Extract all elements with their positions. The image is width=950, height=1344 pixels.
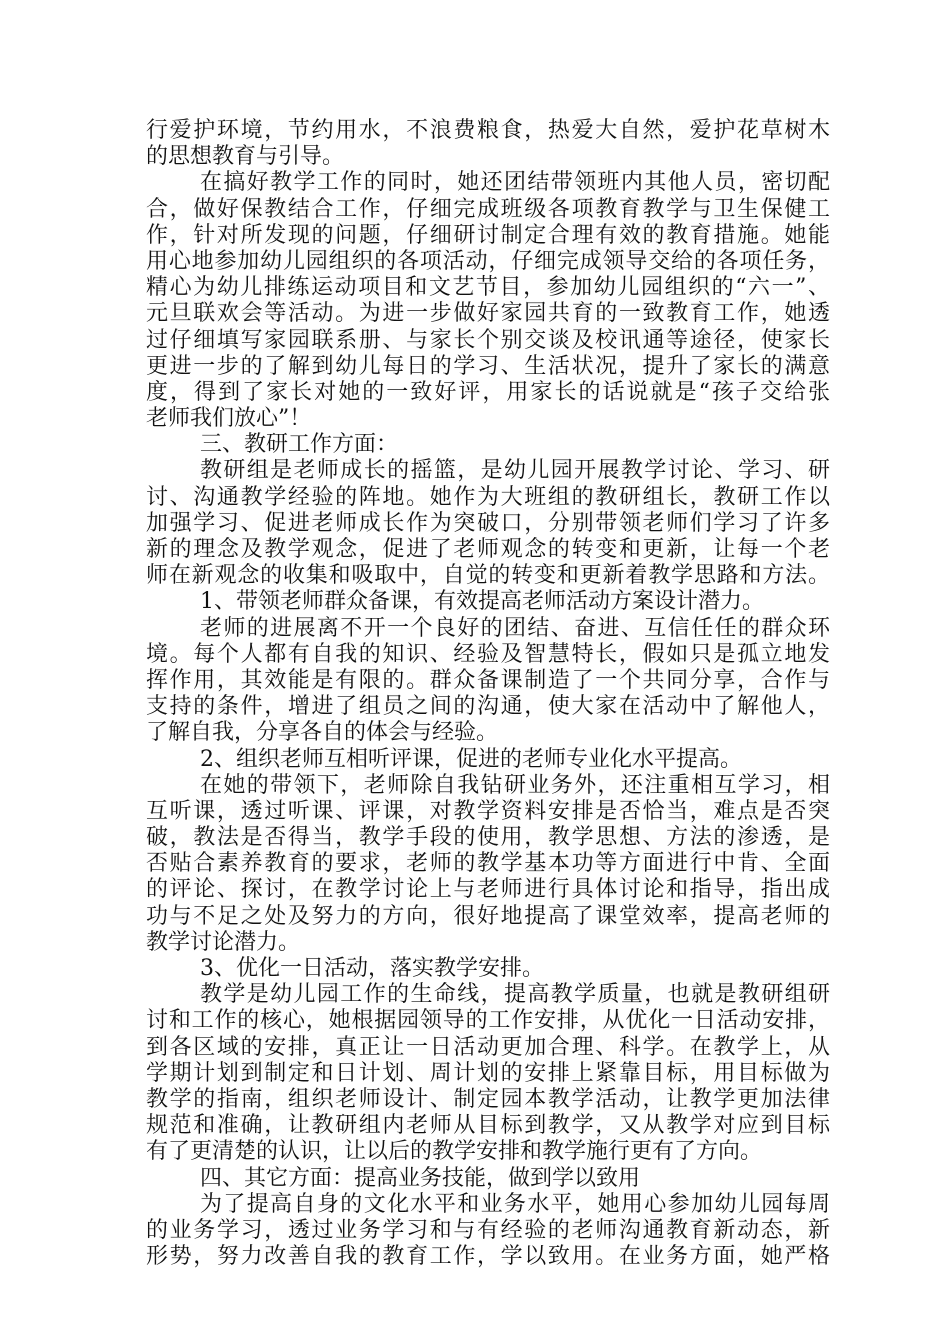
text-line: 的评论、探讨，在教学讨论上与老师进行具体讨论和指导，指出成 bbox=[146, 877, 830, 903]
text-line: 三、教研工作方面： bbox=[200, 432, 399, 458]
text-line: 形势，努力改善自我的教育工作，学以致用。在业务方面，她严格 bbox=[146, 1244, 830, 1270]
text-line: 功与不足之处及努力的方向，很好地提高了课堂效率，提高老师的 bbox=[146, 903, 830, 929]
text-line: 支持的条件，增进了组员之间的沟通，使大家在活动中了解他人， bbox=[146, 694, 830, 720]
text-line: 元旦联欢会等活动。为进一步做好家园共育的一致教育工作，她透 bbox=[146, 301, 830, 327]
text-line: 作，针对所发现的问题，仔细研讨制定合理有效的教育措施。她能 bbox=[146, 222, 830, 248]
text-line: 为了提高自身的文化水平和业务水平，她用心参加幼儿园每周 bbox=[200, 1191, 830, 1217]
text-line: 的思想教育与引导。 bbox=[146, 144, 345, 170]
text-line: 更进一步的了解到幼儿每日的学习、生活状况，提升了家长的满意 bbox=[146, 353, 830, 379]
text-line: 教学的指南，组织老师设计、制定园本教学活动，让教学更加法律 bbox=[146, 1086, 830, 1112]
text-line: 师在新观念的收集和吸取中，自觉的转变和更新着教学思路和方法。 bbox=[146, 563, 830, 589]
text-line: 讨和工作的核心，她根据园领导的工作安排，从优化一日活动安排， bbox=[146, 1008, 830, 1034]
text-line: 1、带领老师群众备课，有效提高老师活动方案设计潜力。 bbox=[200, 589, 764, 615]
text-line: 用心地参加幼儿园组织的各项活动，仔细完成领导交给的各项任务， bbox=[146, 248, 830, 274]
body-text bbox=[146, 118, 830, 1270]
text-line: 新的理念及教学观念，促进了老师观念的转变和更新，让每一个老 bbox=[146, 537, 830, 562]
text-line: 合，做好保教结合工作，仔细完成班级各项教育教学与卫生保健工 bbox=[146, 196, 830, 222]
text-line: 学期计划到制定和日计划、周计划的安排上紧靠目标，用目标做为 bbox=[146, 1060, 830, 1086]
text-line: 3、优化一日活动，落实教学安排。 bbox=[200, 956, 544, 981]
text-line: 老师的进展离不开一个良好的团结、奋进、互信任任的群众环 bbox=[200, 615, 830, 641]
text-line: 教学讨论潜力。 bbox=[146, 929, 301, 955]
text-line: 在她的带领下，老师除自我钻研业务外，还注重相互学习，相 bbox=[200, 772, 830, 798]
text-line: 2、组织老师互相听评课，促进的老师专业化水平提高。 bbox=[200, 746, 742, 772]
text-line: 境。每个人都有自我的知识、经验及智慧特长，假如只是孤立地发 bbox=[146, 641, 830, 667]
text-line: 讨、沟通教学经验的阵地。她作为大班组的教研组长，教研工作以 bbox=[146, 484, 830, 510]
text-line: 有了更清楚的认识，让以后的教学安排和教学施行更有了方向。 bbox=[146, 1139, 763, 1165]
text-line: 的业务学习，透过业务学习和与有经验的老师沟通教育新动态，新 bbox=[146, 1217, 830, 1243]
text-line: 了解自我，分享各自的体会与经验。 bbox=[146, 720, 499, 746]
text-line: 互听课，透过听课、评课，对教学资料安排是否恰当，难点是否突 bbox=[146, 798, 830, 824]
text-line: 规范和准确，让教研组内老师从目标到教学，又从教学对应到目标 bbox=[146, 1113, 830, 1139]
text-line: 精心为幼儿排练运动项目和文艺节目，参加幼儿园组织的“六一”、 bbox=[146, 275, 830, 301]
text-line: 行爱护环境，节约用水，不浪费粮食，热爱大自然，爱护花草树木 bbox=[146, 118, 830, 143]
text-line: 加强学习、促进老师成长作为突破口，分别带领老师们学习了许多 bbox=[146, 510, 830, 536]
text-line: 教研组是老师成长的摇篮，是幼儿园开展教学讨论、学习、研 bbox=[200, 458, 830, 484]
text-line: 老师我们放心”！ bbox=[146, 406, 312, 432]
text-line: 挥作用，其效能是有限的。群众备课制造了一个共同分享，合作与 bbox=[146, 667, 830, 693]
text-line: 过仔细填写家园联系册、与家长个别交谈及校讯通等途径，使家长 bbox=[146, 327, 830, 353]
text-line: 教学是幼儿园工作的生命线，提高教学质量，也就是教研组研 bbox=[200, 982, 830, 1008]
text-line: 度，得到了家长对她的一致好评，用家长的话说就是“孩子交给张 bbox=[146, 379, 830, 405]
text-line: 否贴合素养教育的要求，老师的教学基本功等方面进行中肯、全面 bbox=[146, 851, 830, 877]
text-line: 到各区域的安排，真正让一日活动更加合理、科学。在教学上，从 bbox=[146, 1034, 830, 1060]
text-line: 四、其它方面：提高业务技能，做到学以致用 bbox=[200, 1165, 641, 1191]
text-line: 在搞好教学工作的同时，她还团结带领班内其他人员，密切配 bbox=[200, 170, 830, 196]
text-line: 破，教法是否得当，教学手段的使用，教学思想、方法的渗透，是 bbox=[146, 825, 830, 851]
